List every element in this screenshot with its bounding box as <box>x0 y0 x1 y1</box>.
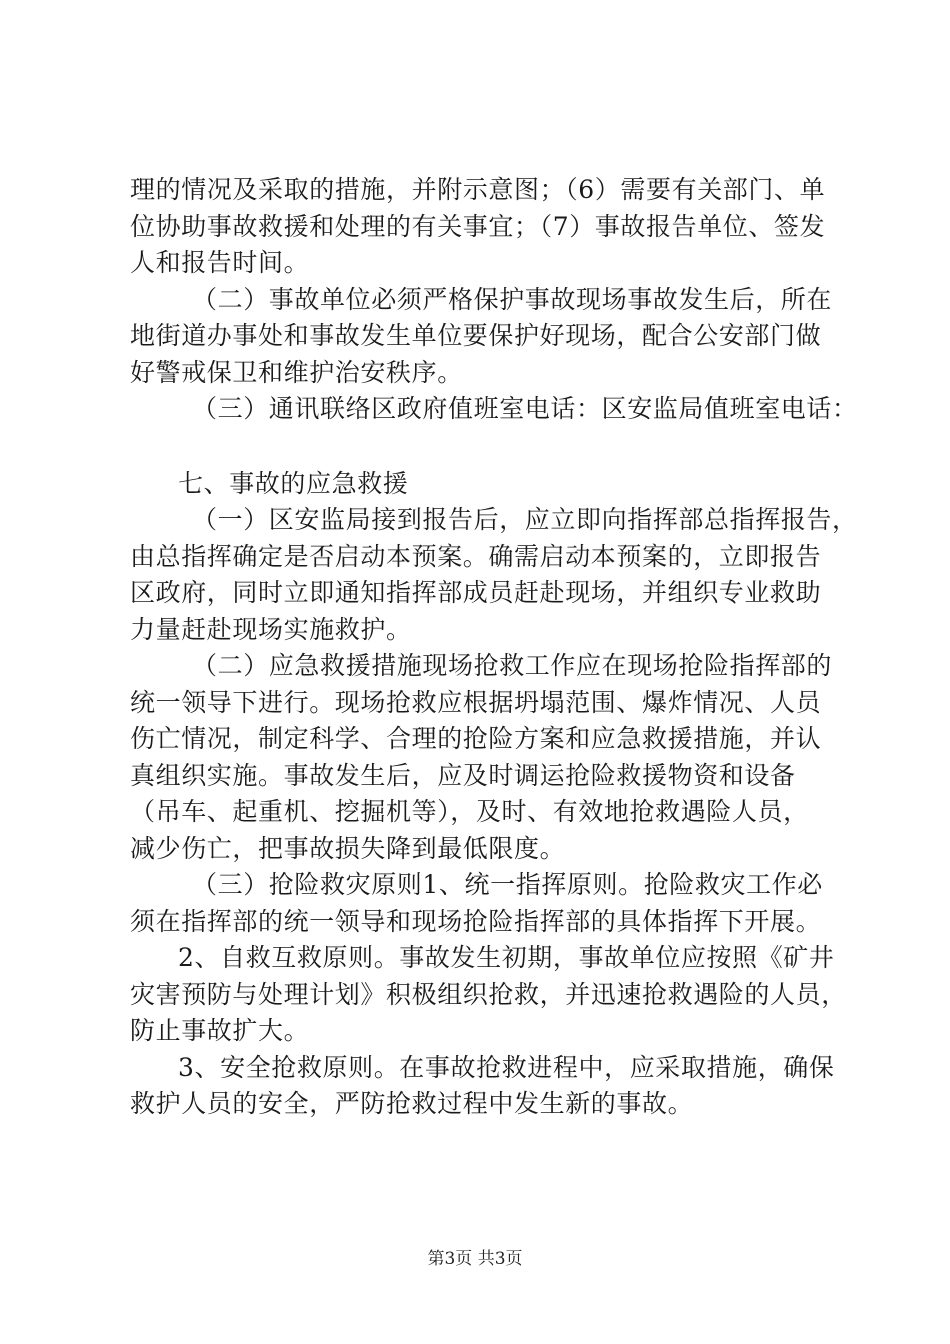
text-line: 地街道办事处和事故发生单位要保护好现场，配合公安部门做 <box>130 321 822 350</box>
text-line: 防止事故扩大。 <box>130 1016 310 1045</box>
section-heading: 七、事故的应急救援 <box>178 468 409 498</box>
text-line: （一）区安监局接到报告后，应立即向指挥部总指挥报告， <box>192 505 858 534</box>
text-line: 须在指挥部的统一领导和现场抢险指挥部的具体指挥下开展。 <box>130 906 822 936</box>
text-line: 减少伤亡，把事故损失降到最低限度。 <box>130 833 566 863</box>
text-line: 3、安全抢救原则。在事故抢救进程中，应采取措施，确保 <box>178 1052 835 1082</box>
text-line: （二）应急救援措施现场抢救工作应在现场抢险指挥部的 <box>192 651 833 680</box>
text-line: 灾害预防与处理计划》积极组织抢救，并迅速抢救遇险的人员， <box>130 979 847 1009</box>
text-line: 由总指挥确定是否启动本预案。确需启动本预案的，立即报告 <box>130 541 822 571</box>
text-line: 人和报告时间。 <box>130 248 310 277</box>
text-line: 理的情况及采取的措施，并附示意图；（6）需要有关部门、单 <box>130 175 826 204</box>
text-line: 救护人员的安全，严防抢救过程中发生新的事故。 <box>130 1089 694 1118</box>
text-line: 位协助事故救援和处理的有关事宜；（7）事故报告单位、签发 <box>130 211 826 241</box>
text-line: 统一领导下进行。现场抢救应根据坍塌范围、爆炸情况、人员 <box>130 687 822 717</box>
document-body <box>130 172 858 1123</box>
text-line: （二）事故单位必须严格保护事故现场事故发生后，所在 <box>192 284 833 314</box>
text-line: （三）抢险救灾原则1、统一指挥原则。抢险救灾工作必 <box>192 870 823 899</box>
text-line: 区政府，同时立即通知指挥部成员赶赴现场，并组织专业救助 <box>130 578 822 607</box>
blank-line <box>130 428 835 466</box>
text-line: 真组织实施。事故发生后，应及时调运抢险救援物资和设备 <box>130 760 796 790</box>
text-line: 伤亡情况，制定科学、合理的抢险方案和应急救援措施，并认 <box>130 724 822 753</box>
text-line: 好警戒保卫和维护治安秩序。 <box>130 357 463 387</box>
text-line: 力量赶赴现场实施救护。 <box>130 614 412 644</box>
page-number: 第3页 共3页 <box>427 1249 523 1269</box>
text-line: （三）通讯联络区政府值班室电话：区安监局值班室电话： <box>192 394 858 423</box>
text-line: 2、自救互救原则。事故发生初期，事故单位应按照《矿井 <box>178 943 835 972</box>
text-line: （吊车、起重机、挖掘机等），及时、有效地抢救遇险人员， <box>130 797 809 826</box>
